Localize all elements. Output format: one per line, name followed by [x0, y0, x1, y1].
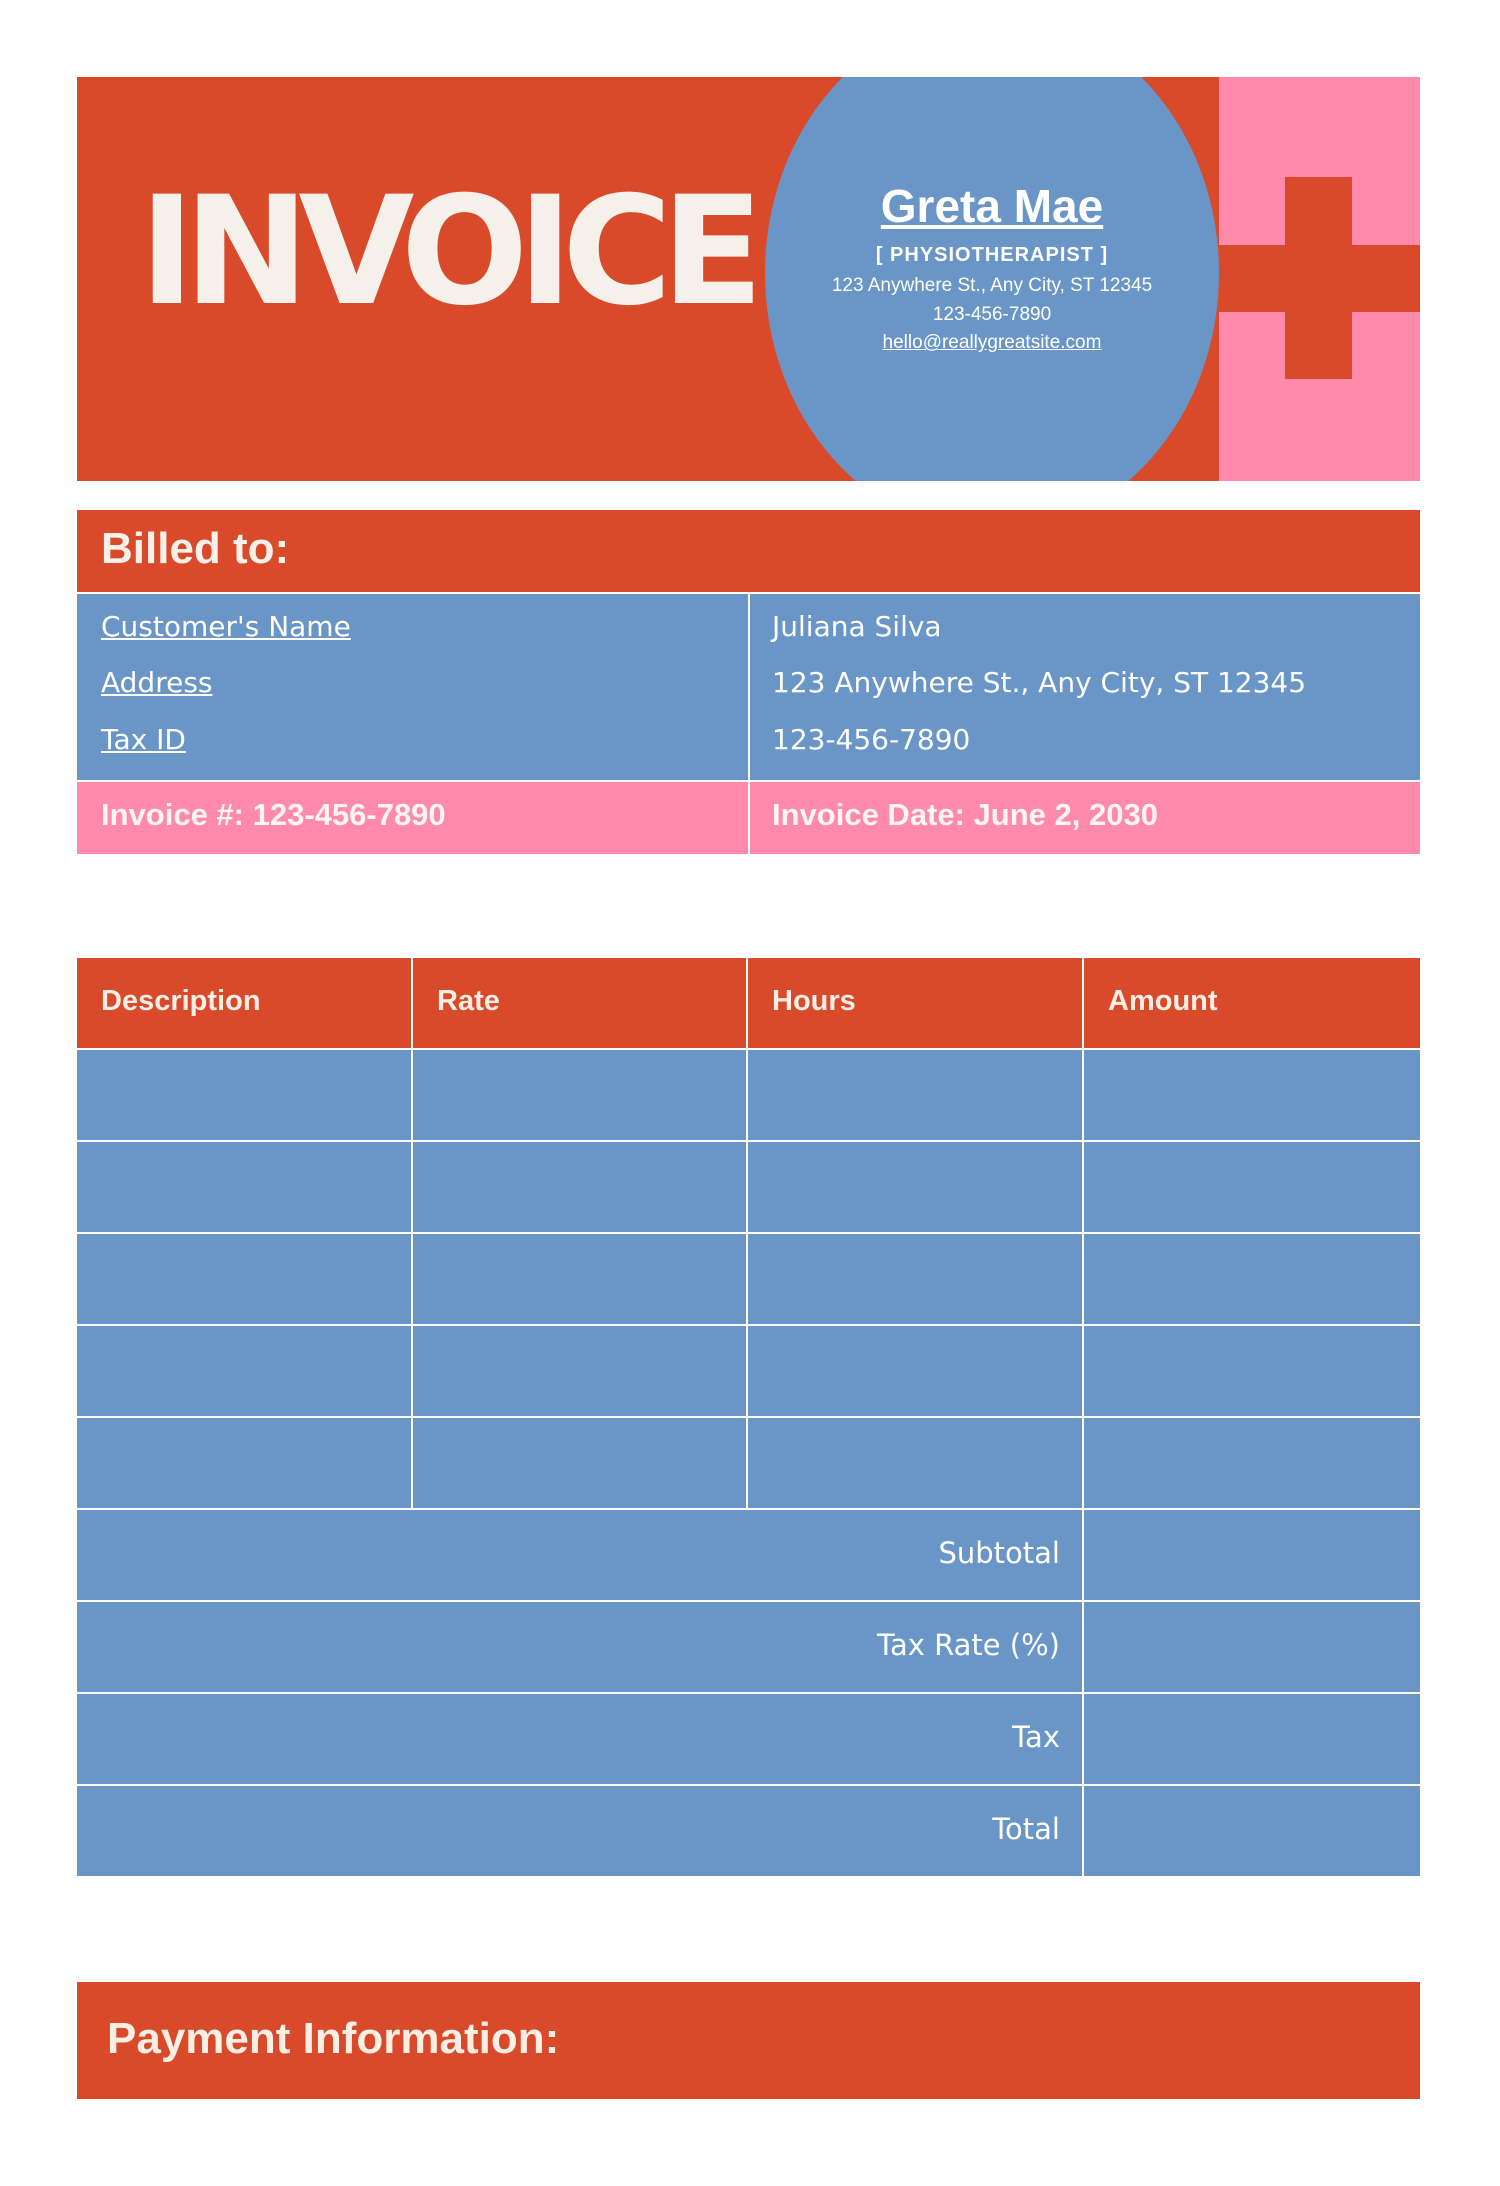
tax-row — [77, 1694, 1420, 1786]
table-cell — [748, 1142, 1084, 1234]
table-cell — [1084, 1050, 1420, 1142]
column-header: Amount — [1084, 958, 1420, 1050]
payment-info-heading: Payment Information: — [107, 2014, 560, 2063]
table-cell — [77, 1142, 413, 1234]
table-cell — [413, 1142, 748, 1234]
provider-phone: 123-456-7890 — [932, 303, 1052, 325]
column-header: Description — [77, 958, 413, 1050]
total-value — [1084, 1786, 1420, 1878]
tax-value — [1084, 1694, 1420, 1786]
billed-to-header — [77, 510, 1420, 592]
table-row — [77, 1142, 1420, 1234]
table-cell — [1084, 1418, 1420, 1510]
table-cell — [1084, 1326, 1420, 1418]
table-cell — [413, 1050, 748, 1142]
subtotal-value — [1084, 1510, 1420, 1602]
table-cell — [1084, 1142, 1420, 1234]
subtotal-row — [77, 1510, 1420, 1602]
address-label: Address — [101, 666, 213, 699]
tax-label: Tax — [1012, 1720, 1060, 1754]
table-cell — [77, 1050, 413, 1142]
provider-address: 123 Anywhere St., Any City, ST 12345 — [831, 274, 1153, 296]
tax-rate-row — [77, 1602, 1420, 1694]
invoice-date: Invoice Date: June 2, 2030 — [772, 797, 1158, 832]
table-row — [77, 1418, 1420, 1510]
table-header-row — [77, 958, 1420, 1050]
table-row — [77, 1050, 1420, 1142]
provider-email-link[interactable]: hello@reallygreatsite.com — [882, 332, 1102, 354]
billed-to-heading: Billed to: — [101, 524, 290, 573]
table-row — [77, 1326, 1420, 1418]
tax-rate-value — [1084, 1602, 1420, 1694]
address-value: 123 Anywhere St., Any City, ST 12345 — [772, 666, 1307, 699]
table-cell — [1084, 1234, 1420, 1326]
tax-rate-label: Tax Rate (%) — [877, 1628, 1060, 1662]
subtotal-label: Subtotal — [938, 1536, 1060, 1570]
payment-info-header — [77, 1982, 1420, 2099]
total-label: Total — [992, 1812, 1060, 1846]
table-cell — [413, 1418, 748, 1510]
tax-id-label: Tax ID — [101, 723, 186, 756]
invoice-title: INVOICE — [139, 165, 753, 339]
table-cell — [77, 1418, 413, 1510]
table-cell — [748, 1234, 1084, 1326]
tax-id-value: 123-456-7890 — [772, 723, 971, 756]
provider-role: [ PHYSIOTHERAPIST ] — [875, 243, 1109, 266]
table-cell — [413, 1234, 748, 1326]
billed-divider — [748, 594, 750, 854]
table-row — [77, 1234, 1420, 1326]
table-cell — [413, 1326, 748, 1418]
medical-cross-bar — [1219, 245, 1420, 312]
table-cell — [748, 1050, 1084, 1142]
customer-name-label: Customer's Name — [101, 610, 351, 643]
provider-contact — [765, 181, 1219, 353]
invoice-number: Invoice #: 123-456-7890 — [101, 797, 446, 832]
column-header: Rate — [413, 958, 748, 1050]
invoice-header — [77, 77, 1420, 481]
table-cell — [748, 1326, 1084, 1418]
column-header: Hours — [748, 958, 1084, 1050]
customer-name-value: Juliana Silva — [772, 610, 942, 643]
table-cell — [77, 1326, 413, 1418]
table-cell — [77, 1234, 413, 1326]
provider-name: Greta Mae — [880, 180, 1104, 232]
total-row — [77, 1786, 1420, 1878]
items-table — [77, 958, 1420, 1878]
table-cell — [748, 1418, 1084, 1510]
